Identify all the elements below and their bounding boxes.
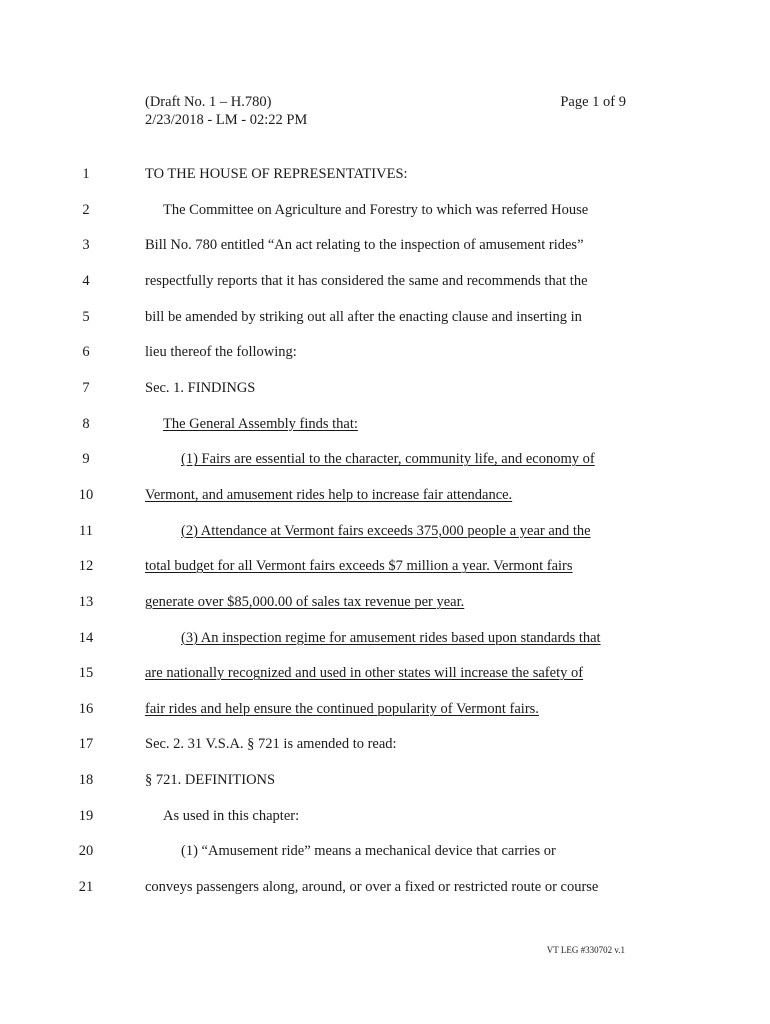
document-line (0, 449, 770, 473)
line-number: 4 (82, 272, 90, 289)
draft-label: (Draft No. 1 – H.780) (145, 94, 272, 110)
line-number: 21 (78, 879, 94, 895)
line-text: § 721. DEFINITIONS (145, 772, 276, 788)
line-text: lieu thereof the following: (145, 344, 297, 361)
document-line (0, 734, 770, 758)
page-number: Page 1 of 9 (560, 94, 626, 110)
document-line (0, 164, 770, 188)
inserted-text: (1) Fairs are essential to the character, community life, and economy of (181, 451, 595, 468)
line-text: Sec. 1. FINDINGS (145, 379, 256, 396)
document-line (0, 271, 770, 295)
inserted-text: fair rides and help ensure the continued popularity of Vermont fairs. (145, 700, 539, 717)
line-number: 13 (78, 593, 94, 610)
document-line (0, 556, 770, 580)
line-number: 10 (78, 486, 94, 503)
document-line (0, 378, 770, 402)
line-text: Sec. 2. 31 V.S.A. § 721 is amended to read: (145, 736, 397, 753)
document-line (0, 841, 770, 865)
line-text: respectfully reports that it has considered the same and recommends that the (145, 272, 588, 289)
line-text: The Committee on Agriculture and Forestry to which was referred House (163, 201, 589, 218)
document-line (0, 663, 770, 687)
line-text: (1) “Amusement ride” means a mechanical device that carries or (181, 843, 556, 860)
line-number: 17 (78, 736, 94, 753)
line-text: TO THE HOUSE OF REPRESENTATIVES: (145, 166, 408, 182)
document-line (0, 200, 770, 224)
line-number: 12 (78, 558, 94, 575)
line-number: 3 (82, 237, 90, 254)
line-number: 11 (79, 522, 93, 539)
line-number: 19 (78, 807, 94, 824)
line-text: Bill No. 780 entitled “An act relating to the inspection of amusement rides” (145, 237, 584, 254)
inserted-text: generate over $85,000.00 of sales tax revenue per year. (145, 593, 465, 610)
line-number: 2 (82, 201, 90, 218)
line-number: 6 (82, 344, 90, 361)
line-number: 8 (82, 415, 90, 432)
line-number: 14 (78, 629, 94, 646)
document-line (0, 485, 770, 509)
inserted-text: The General Assembly finds that: (163, 415, 358, 432)
line-number: 18 (78, 772, 94, 788)
line-number: 1 (82, 166, 90, 182)
document-line (0, 699, 770, 723)
document-line (0, 342, 770, 366)
inserted-text: are nationally recognized and used in other states will increase the safety of (145, 665, 584, 682)
document-line (0, 806, 770, 830)
line-number: 15 (78, 665, 94, 682)
document-footer: VT LEG #330702 v.1 (546, 945, 625, 955)
line-number: 7 (82, 379, 90, 396)
document-line (0, 521, 770, 545)
document-line (0, 414, 770, 438)
line-text: bill be amended by striking out all after the enacting clause and inserting in (145, 308, 582, 325)
line-number: 9 (82, 451, 90, 468)
inserted-text: Vermont, and amusement rides help to increase fair attendance. (145, 486, 513, 503)
document-line (0, 235, 770, 259)
document-line (0, 877, 770, 901)
line-number: 16 (78, 700, 94, 717)
inserted-text: total budget for all Vermont fairs exceeds $7 million a year. Vermont fairs (145, 558, 573, 575)
line-number: 5 (82, 308, 90, 325)
inserted-text: (2) Attendance at Vermont fairs exceeds 375,000 people a year and the (181, 522, 591, 539)
document-line (0, 307, 770, 331)
document-line (0, 770, 770, 794)
document-line (0, 592, 770, 616)
line-text: conveys passengers along, around, or over a fixed or restricted route or course (145, 879, 599, 895)
document-line (0, 628, 770, 652)
inserted-text: (3) An inspection regime for amusement rides based upon standards that (181, 629, 601, 646)
line-text: As used in this chapter: (163, 807, 300, 824)
draft-date: 2/23/2018 - LM - 02:22 PM (145, 112, 308, 128)
line-number: 20 (78, 843, 94, 860)
